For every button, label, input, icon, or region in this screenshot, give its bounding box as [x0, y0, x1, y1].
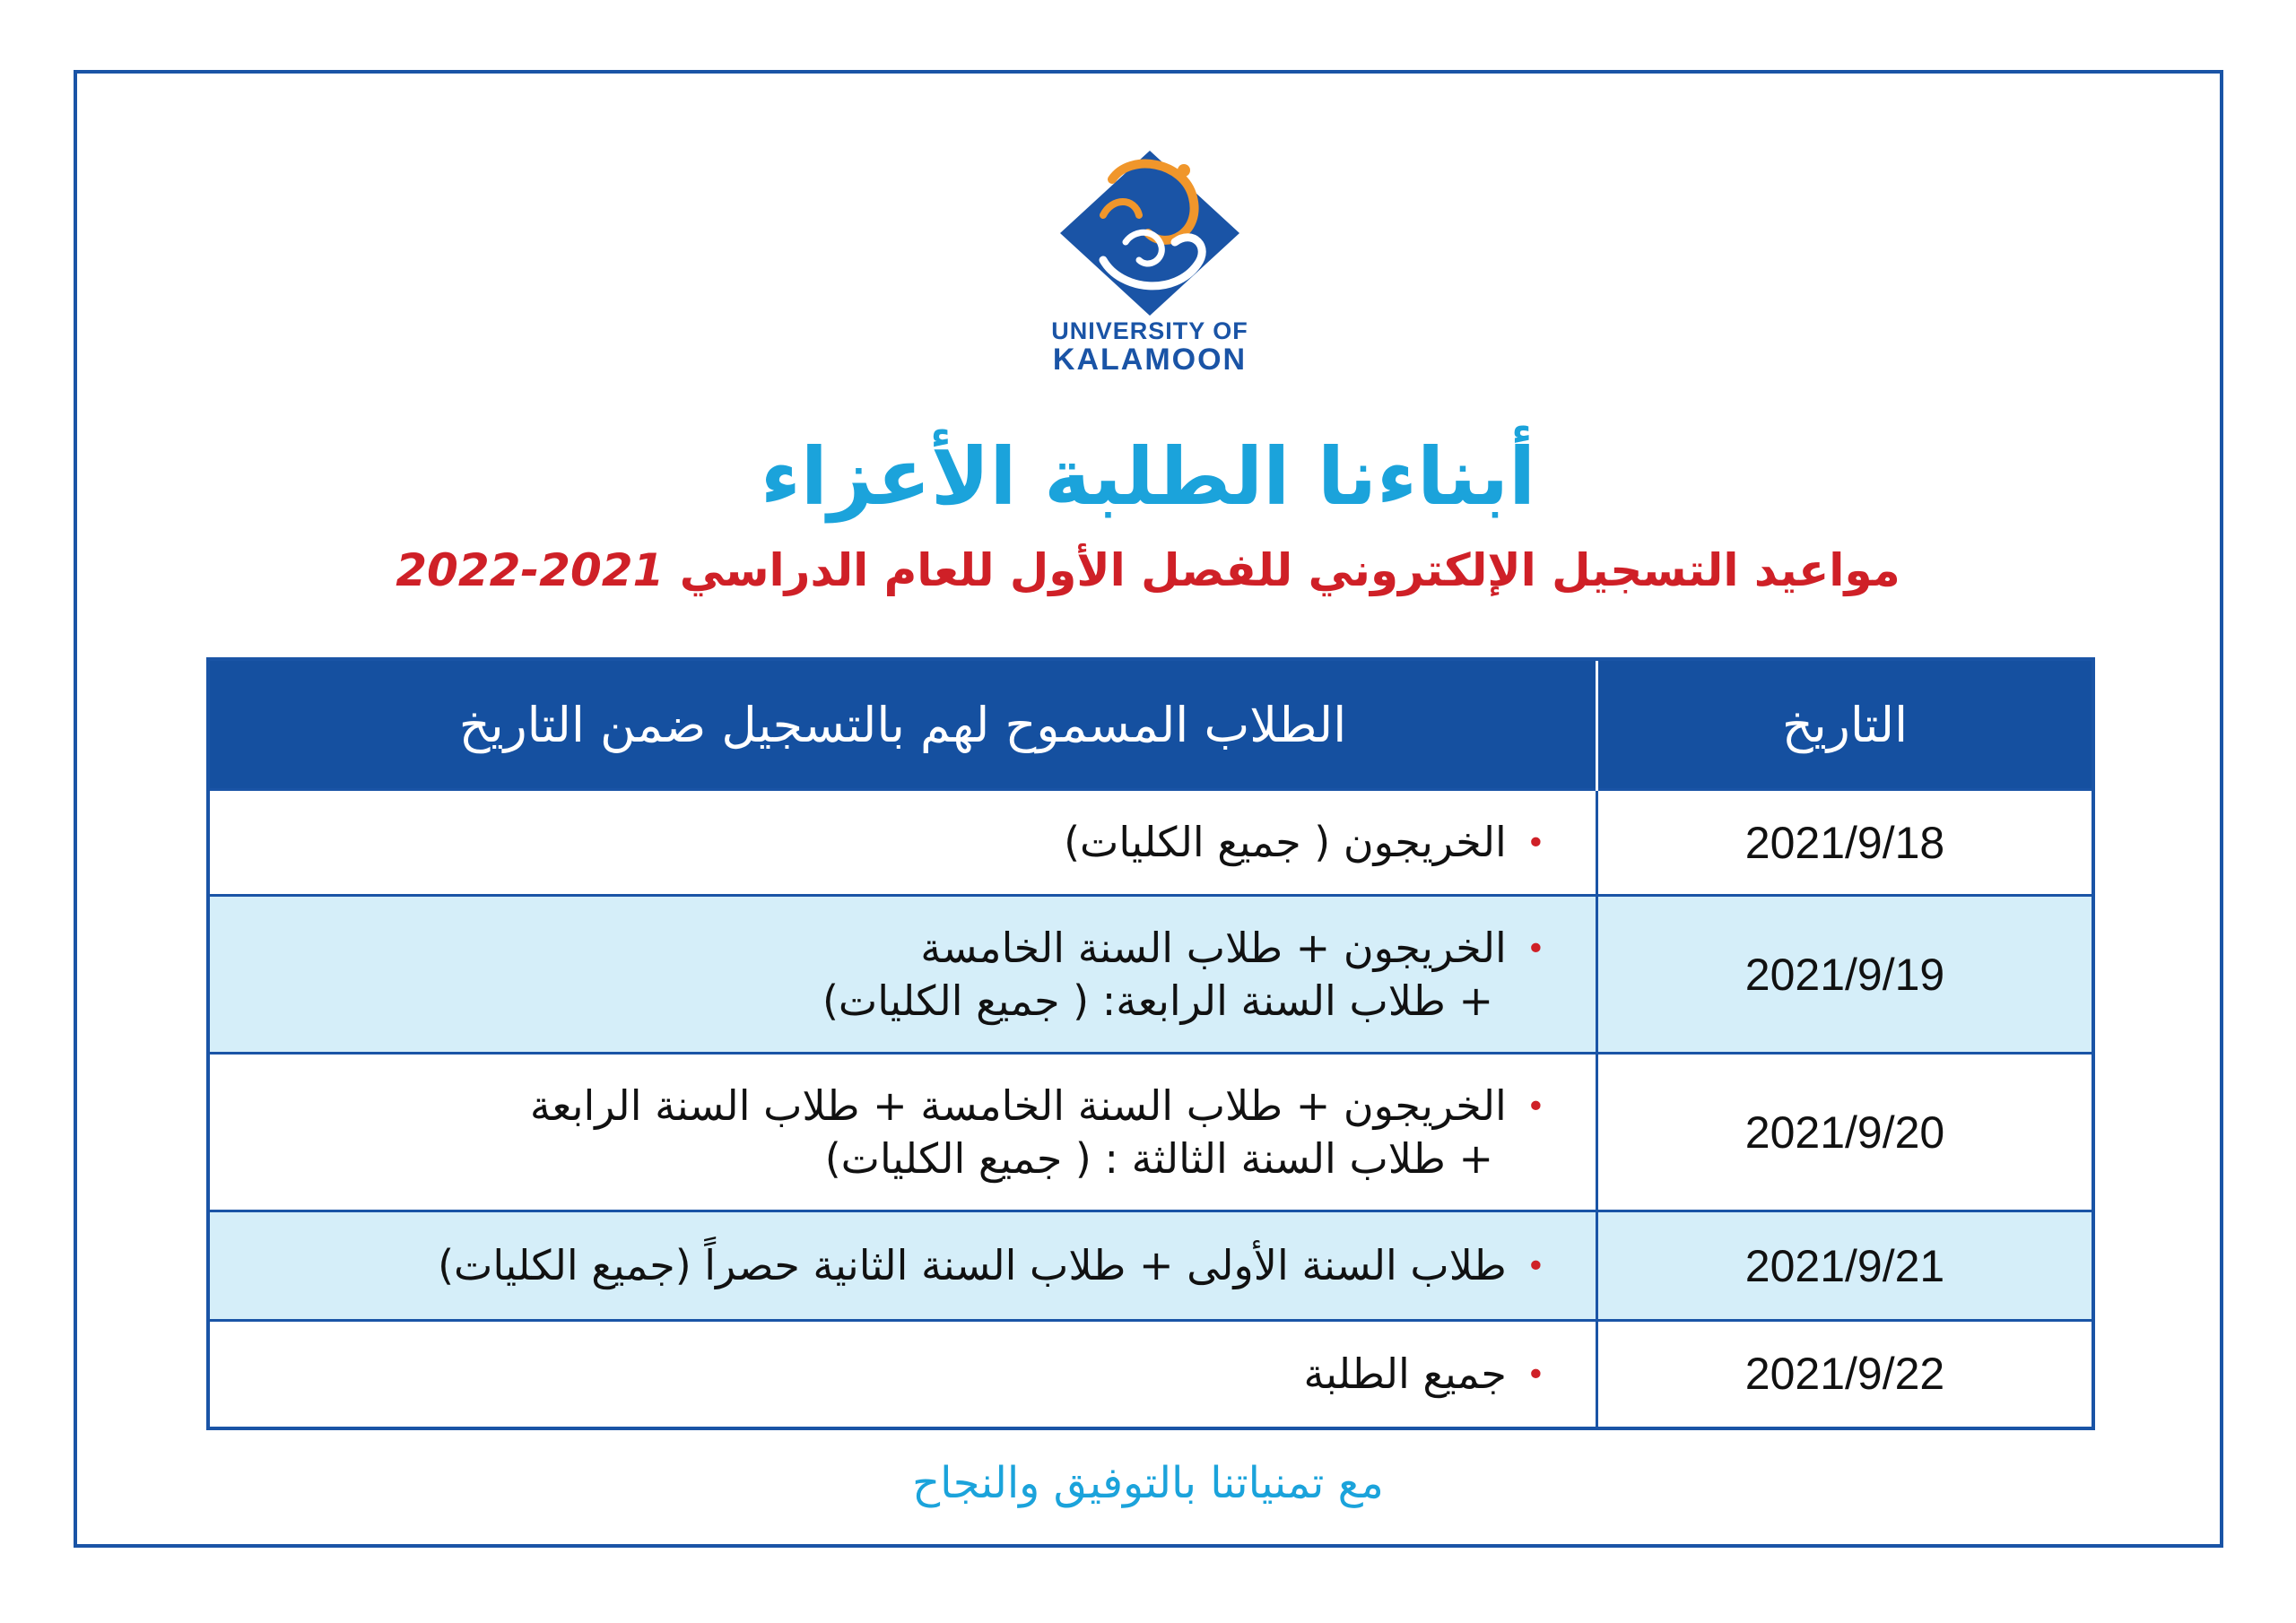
bullet-icon: • — [1526, 1356, 1545, 1393]
page-subtitle — [0, 544, 2296, 596]
row-text-line1: طلاب السنة الأولى + طلاب السنة الثانية حصراً (جميع الكليات) — [438, 1241, 1507, 1290]
university-logo — [1049, 143, 1250, 378]
registration-schedule-table — [206, 657, 2095, 1430]
row-date: 2021/9/18 — [1597, 790, 2094, 896]
logo-text-university-of: UNIVERSITY OF — [1051, 317, 1248, 344]
table-row — [208, 1211, 2093, 1321]
row-description — [208, 896, 1597, 1054]
row-description — [208, 1211, 1597, 1321]
header-students: الطلاب المسموح لهم بالتسجيل ضمن التاريخ — [208, 659, 1597, 790]
row-date: 2021/9/19 — [1597, 896, 2094, 1054]
row-text-line1: جميع الطلبة — [1303, 1349, 1507, 1398]
row-text-line1: الخريجون ( جميع الكليات) — [1064, 818, 1507, 867]
closing-message: مع تمنياتنا بالتوفيق والنجاح — [912, 1458, 1384, 1508]
table-header-row — [208, 659, 2093, 790]
header-date: التاريخ — [1597, 659, 2094, 790]
row-text-line1: الخريجون + طلاب السنة الخامسة — [920, 923, 1507, 972]
row-description — [208, 790, 1597, 896]
table-row — [208, 1054, 2093, 1211]
row-text-line2: + طلاب السنة الثالثة : ( جميع الكليات) — [824, 1133, 1493, 1183]
page-title: أبناءنا الطلبة الأعزاء — [760, 430, 1536, 523]
table-row — [208, 1321, 2093, 1428]
row-text-line1: الخريجون + طلاب السنة الخامسة + طلاب السنة الرابعة — [529, 1081, 1507, 1130]
table-row — [208, 790, 2093, 896]
bullet-icon: • — [1526, 825, 1545, 863]
row-text-line2: + طلاب السنة الرابعة: ( جميع الكليات) — [822, 976, 1493, 1025]
row-date: 2021/9/21 — [1597, 1211, 2094, 1321]
row-date: 2021/9/22 — [1597, 1321, 2094, 1428]
subtitle-year: 2021-2022 — [396, 544, 665, 596]
kalamoon-emblem-icon — [1049, 143, 1250, 323]
subtitle-text: مواعيد التسجيل الإلكتروني للفصل الأول للعام الدراسي — [679, 544, 1900, 596]
row-description — [208, 1054, 1597, 1211]
row-description — [208, 1321, 1597, 1428]
logo-text-kalamoon: KALAMOON — [1052, 343, 1248, 377]
bullet-icon: • — [1526, 1248, 1545, 1286]
row-date: 2021/9/20 — [1597, 1054, 2094, 1211]
bullet-icon: • — [1526, 930, 1545, 968]
bullet-icon: • — [1526, 1088, 1545, 1125]
table-row — [208, 896, 2093, 1054]
